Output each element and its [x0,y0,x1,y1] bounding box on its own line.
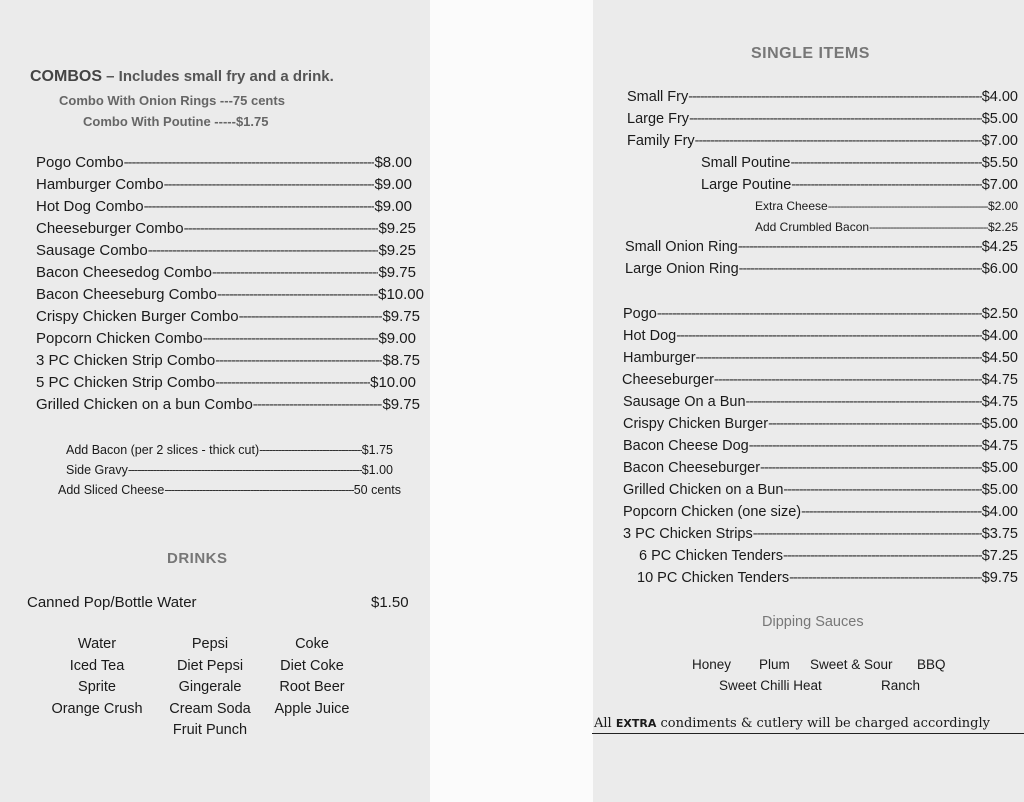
addon-row [66,443,393,463]
item-price: $8.00 [374,154,412,171]
drinks-line-price: $1.50 [371,594,409,611]
item-price: $5.00 [981,482,1018,498]
single-item-row [627,133,1018,155]
item-name: Grilled Chicken on a bun Combo [36,396,253,413]
sauce-item: Sweet & Sour [810,657,893,672]
item-name: Hamburger [623,350,696,366]
dot-leader [259,443,362,457]
dot-leader [695,133,982,149]
item-name: Sausage On a Bun [623,394,746,410]
drink-item: Pepsi [191,636,229,652]
single-item-row [623,504,1018,526]
combos-heading [30,68,334,86]
item-price: $2.25 [987,220,1018,234]
item-name: Pogo [623,306,657,322]
item-price: $4.75 [981,438,1018,454]
dot-leader [184,220,379,237]
item-price: $4.00 [981,89,1018,105]
item-price: $4.75 [981,394,1018,410]
combo-row [36,264,416,286]
item-name: Family Fry [627,133,695,149]
combo-row [36,220,416,242]
dot-leader [239,308,383,325]
dot-leader [212,264,379,281]
single-items-title: SINGLE ITEMS [751,45,870,62]
single-item-row [623,306,1018,328]
dot-leader [783,482,981,498]
dot-leader [689,111,982,127]
item-price: $1.00 [361,463,393,477]
combo-row [36,198,412,220]
single-item-row [623,526,1018,548]
item-name: Popcorn Chicken (one size) [623,504,802,520]
dot-leader [789,570,982,586]
single-item-row [623,438,1018,460]
combo-row [36,374,416,396]
item-price: $10.00 [370,374,416,391]
dot-leader [760,460,982,476]
combos-subtitle: – Includes small fry and a drink. [102,68,334,85]
item-price: $9.00 [374,176,412,193]
item-price: $7.00 [981,177,1018,193]
dot-leader [676,328,982,344]
footer-bold: EXTRA [615,717,657,730]
item-price: $7.00 [981,133,1018,149]
dot-leader [768,416,982,432]
item-price: $9.25 [378,220,416,237]
drink-item: Diet Coke [280,657,344,674]
sauce-item: BBQ [917,657,946,672]
single-item-row [755,220,1018,240]
single-item-row [623,328,1018,350]
item-price: $6.00 [981,261,1018,277]
dot-leader [746,394,982,410]
footer-post: condiments & cutlery will be charged accordingly [656,716,990,731]
drink-item: Diet Pepsi [176,657,244,674]
dot-leader [128,463,362,477]
combo-row [36,308,420,330]
item-price: 50 cents [353,483,401,497]
dot-leader [217,286,378,303]
item-name: Sausage Combo [36,242,148,259]
single-item-row [627,111,1018,133]
item-price: $1.75 [361,443,393,457]
combo-row [36,330,416,352]
single-item-row [755,199,1018,219]
combo-row [36,396,420,418]
dot-leader [215,374,370,391]
dot-leader [869,220,988,234]
dot-leader [739,261,982,277]
item-name: Bacon Cheesedog Combo [36,264,212,281]
single-item-row [623,416,1018,438]
item-name: 3 PC Chicken Strips [623,526,753,542]
single-item-row [637,570,1018,592]
item-price: $4.00 [981,328,1018,344]
single-item-row [625,239,1018,261]
sauce-item: Honey [692,657,732,672]
single-item-row [625,261,1018,283]
single-item-row [701,155,1018,177]
item-name: Add Sliced Cheese [58,483,165,497]
dot-leader [203,330,379,347]
item-price: $9.75 [382,396,420,413]
dot-leader [828,199,988,213]
item-name: Crispy Chicken Burger Combo [36,308,239,325]
item-price: $9.00 [378,330,416,347]
item-name: Bacon Cheeseburg Combo [36,286,217,303]
addon-row [66,463,393,483]
dot-leader [749,438,982,454]
dot-leader [657,306,982,322]
combo-row [36,242,416,264]
drink-item: Orange Crush [51,700,143,717]
dot-leader [164,176,375,193]
item-price: $8.75 [382,352,420,369]
combo-row [36,176,412,198]
item-name: Crispy Chicken Burger [623,416,769,432]
dot-leader [696,350,982,366]
combo-poutine-note: Combo With Poutine -----$1.75 [83,114,269,129]
item-price: $2.00 [987,199,1018,213]
item-price: $9.75 [378,264,416,281]
item-price: $7.25 [981,548,1018,564]
drink-item: Fruit Punch [172,722,248,738]
sauce-item: Sweet Chilli Heat [719,678,822,693]
item-price: $9.75 [382,308,420,325]
combos-title: COMBOS [30,68,102,85]
footer-underline [592,733,1024,734]
item-name: Large Fry [627,111,690,127]
item-price: $4.00 [981,504,1018,520]
item-price: $4.50 [981,350,1018,366]
dot-leader [783,548,982,564]
item-name: Large Onion Ring [625,261,739,277]
item-name: Small Fry [627,89,689,105]
item-name: 10 PC Chicken Tenders [637,570,790,586]
dot-leader [738,239,982,255]
item-price: $5.50 [981,155,1018,171]
item-name: Extra Cheese [755,199,828,213]
item-name: Popcorn Chicken Combo [36,330,203,347]
item-name: Cheeseburger [622,372,714,388]
item-name: Bacon Cheese Dog [623,438,749,454]
item-price: $9.25 [378,242,416,259]
dot-leader [144,198,375,215]
item-name: Add Crumbled Bacon [755,220,870,234]
item-name: Hot Dog [623,328,677,344]
sauce-item: Ranch [881,678,921,693]
dot-leader [148,242,379,259]
combo-row [36,286,424,308]
drink-item: Cream Soda [169,700,251,717]
single-item-row [639,548,1018,570]
combo-row [36,352,420,374]
dot-leader [714,372,982,388]
item-name: 5 PC Chicken Strip Combo [36,374,216,391]
combo-onion-rings-note: Combo With Onion Rings ---75 cents [59,93,285,108]
dot-leader [164,483,353,497]
item-name: Add Bacon (per 2 slices - thick cut) [66,443,260,457]
item-name: Small Poutine [701,155,791,171]
item-name: Small Onion Ring [625,239,738,255]
dipping-sauces-title: Dipping Sauces [762,614,864,630]
footer-pre: All [594,716,616,731]
item-price: $2.50 [981,306,1018,322]
combo-row [36,154,412,176]
single-item-row [623,394,1018,416]
drinks-line-label: Canned Pop/Bottle Water [27,594,197,611]
item-name: Side Gravy [66,463,128,477]
dot-leader [801,504,982,520]
single-item-row [701,177,1018,199]
single-item-row [623,482,1018,504]
item-name: 6 PC Chicken Tenders [639,548,784,564]
item-name: Bacon Cheeseburger [623,460,761,476]
dot-leader [688,89,981,105]
page-gutter [430,0,593,802]
item-price: $5.00 [981,111,1018,127]
item-price: $5.00 [981,460,1018,476]
item-name: Cheeseburger Combo [36,220,184,237]
sauce-item: Plum [759,657,790,672]
drink-item: Coke [295,636,329,652]
addon-row [58,483,401,503]
item-price: $9.75 [981,570,1018,586]
drink-item: Sprite [78,679,116,695]
item-name: Large Poutine [701,177,792,193]
single-item-row [627,89,1018,111]
single-item-row [623,460,1018,482]
drink-item: Apple Juice [274,700,350,717]
drink-item: Gingerale [178,679,242,695]
item-name: Pogo Combo [36,154,124,171]
item-price: $3.75 [981,526,1018,542]
drink-item: Iced Tea [69,657,125,674]
item-price: $10.00 [378,286,424,303]
dot-leader [790,155,981,171]
dot-leader [215,352,382,369]
item-price: $4.25 [981,239,1018,255]
drink-item: Water [77,636,117,652]
item-price: $4.75 [981,372,1018,388]
single-item-row [623,350,1018,372]
dot-leader [753,526,982,542]
item-price: $9.00 [374,198,412,215]
item-name: Grilled Chicken on a Bun [623,482,784,498]
dot-leader [253,396,383,413]
item-price: $5.00 [981,416,1018,432]
dot-leader [124,154,375,171]
drinks-title: DRINKS [167,550,228,567]
single-item-row [622,372,1018,394]
condiments-note [594,716,990,731]
item-name: Hot Dog Combo [36,198,144,215]
item-name: Hamburger Combo [36,176,164,193]
drink-item: Root Beer [279,679,345,695]
item-name: 3 PC Chicken Strip Combo [36,352,216,369]
dot-leader [791,177,981,193]
